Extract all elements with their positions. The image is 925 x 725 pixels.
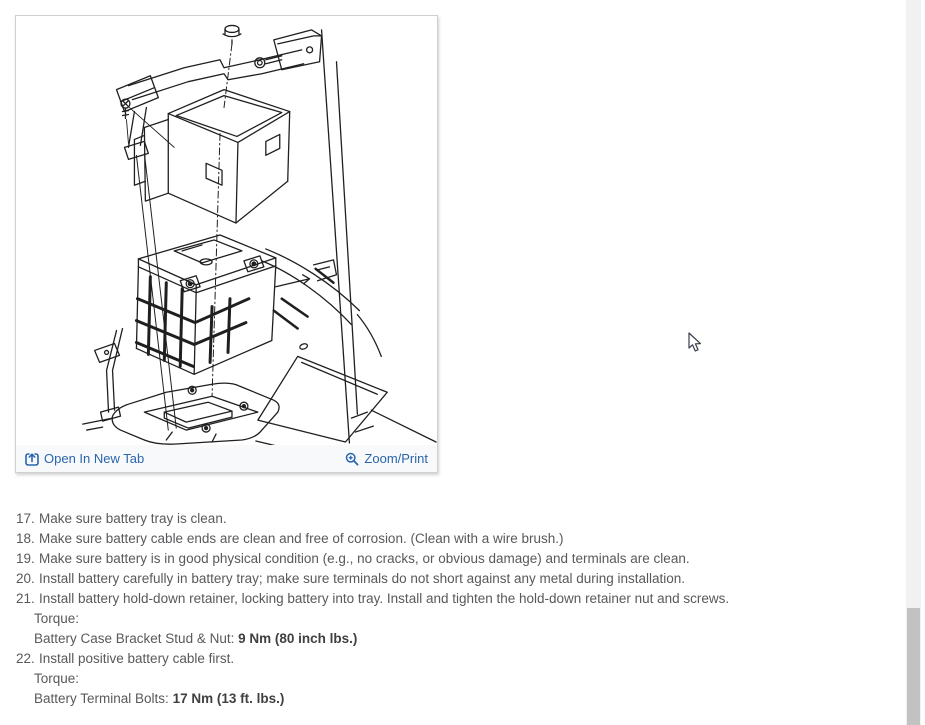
step-number: 19.: [16, 551, 35, 566]
torque-spec: [16, 629, 901, 649]
battery-installation-diagram: [16, 16, 437, 445]
torque-label: Torque:: [34, 611, 80, 626]
step-number: 17.: [16, 511, 35, 526]
engine-bay-background-drawing: [256, 249, 436, 445]
zoom-print-link[interactable]: [345, 451, 428, 466]
list-item: [16, 589, 901, 609]
list-item: [16, 649, 901, 669]
figure-viewer-panel: [15, 15, 438, 473]
hold-down-bracket-drawing: [117, 30, 322, 159]
retainer-screw-drawing: [121, 99, 174, 147]
open-in-new-tab-icon: [25, 452, 39, 466]
mouse-arrow-cursor: [688, 332, 704, 359]
vertical-scrollbar-track[interactable]: [906, 0, 921, 725]
torque-spec-label: Battery Case Bracket Stud & Nut:: [34, 631, 239, 646]
step-text: Make sure battery cable ends are clean and free of corrosion. (Clean with a wire brush.): [39, 531, 564, 546]
step-text: Install positive battery cable first.: [39, 651, 235, 666]
torque-spec: [16, 689, 901, 709]
list-item: [16, 549, 901, 569]
open-in-new-tab-label: Open In New Tab: [44, 451, 145, 466]
torque-spec-label: Battery Terminal Bolts:: [34, 691, 173, 706]
step-text: Install battery hold-down retainer, locking battery into tray. Install and tighten the hold-down retainer nut and screws.: [39, 591, 730, 606]
step-text: Make sure battery is in good physical condition (e.g., no cracks, or obvious damage) and terminals are clean.: [39, 551, 690, 566]
magnifier-plus-icon: [345, 452, 359, 466]
list-item: [16, 509, 901, 529]
j-bolt-rod-lines: [136, 153, 176, 430]
torque-label: Torque:: [34, 671, 80, 686]
step-number: 18.: [16, 531, 35, 546]
side-strap-bracket-drawing: [83, 329, 123, 431]
instruction-list: [16, 509, 901, 709]
step-text: Install battery carefully in battery tray; make sure terminals do not short against any metal during installation.: [39, 571, 686, 586]
background-panel-lines: [322, 30, 358, 443]
figure-footer-bar: [16, 445, 437, 472]
list-item: [16, 529, 901, 549]
zoom-print-label: Zoom/Print: [364, 451, 428, 466]
torque-spec-value: 9 Nm (80 inch lbs.): [238, 631, 358, 646]
open-in-new-tab-link[interactable]: [25, 451, 144, 466]
vertical-scrollbar-thumb[interactable]: [907, 608, 920, 725]
battery-insulator-box-drawing: [134, 90, 289, 223]
torque-spec-value: 17 Nm (13 ft. lbs.): [172, 691, 285, 706]
step-number: 21.: [16, 591, 35, 606]
diagram-image[interactable]: [16, 16, 437, 445]
step-number: 22.: [16, 651, 35, 666]
list-item: [16, 569, 901, 589]
step-number: 20.: [16, 571, 35, 586]
step-text: Make sure battery tray is clean.: [39, 511, 227, 526]
battery-drawing: [136, 235, 275, 374]
hold-down-nut-drawing: [223, 25, 241, 43]
battery-tray-drawing: [112, 383, 279, 444]
